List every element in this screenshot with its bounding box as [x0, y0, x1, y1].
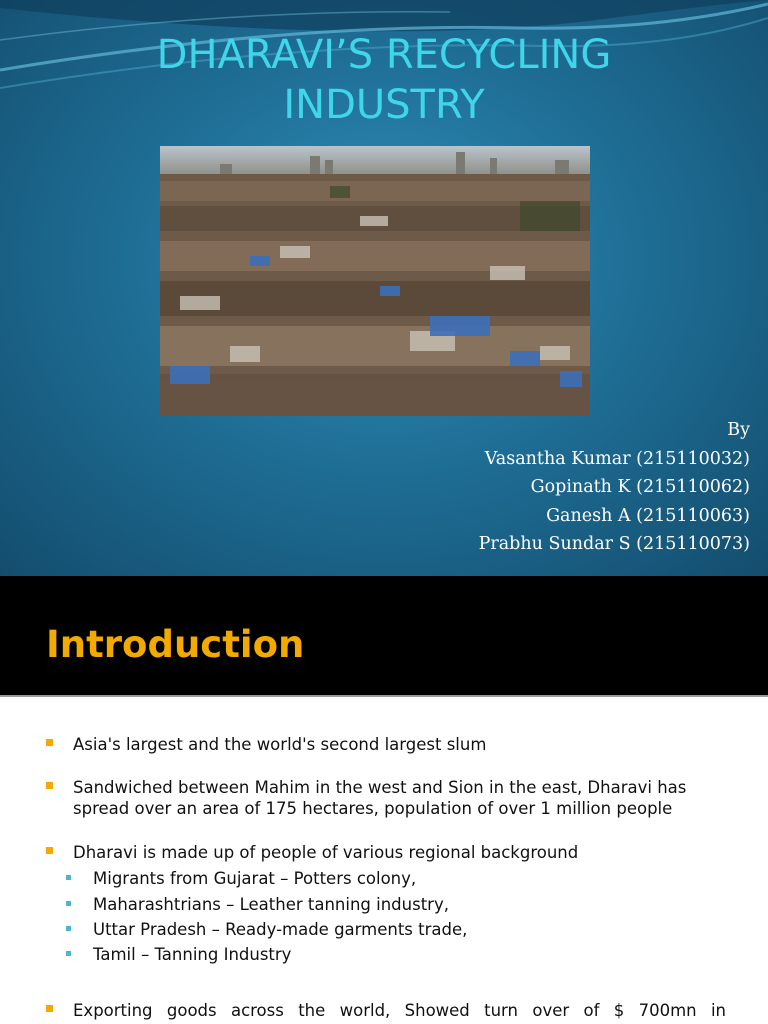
sub-bullet-icon	[66, 901, 71, 906]
bullet-item: Dharavi is made up of people of various regional background	[46, 842, 726, 863]
sub-bullet-icon	[66, 951, 71, 956]
bullet-item: Exporting goods across the world, Showed turn over of $ 700mn in	[46, 1000, 726, 1021]
slide-title	[0, 30, 768, 130]
bullet-item: Sandwiched between Mahim in the west and Sion in the east, Dharavi has spread over an area of 175 hectares, population of over 1 million people	[46, 777, 726, 819]
bullet-item: Asia's largest and the world's second largest slum	[46, 734, 726, 755]
sub-bullet-icon	[66, 875, 71, 880]
sub-bullet-item: Tamil – Tanning Industry	[66, 944, 706, 965]
square-bullet-icon	[46, 782, 53, 789]
sub-bullet-item: Migrants from Gujarat – Potters colony,	[66, 868, 706, 889]
author-3: Ganesh A (215110063)	[546, 505, 750, 526]
square-bullet-icon	[46, 847, 53, 854]
dharavi-aerial-photo	[160, 146, 590, 416]
author-list	[479, 416, 750, 559]
slide-heading: Introduction	[46, 623, 305, 666]
author-1: Vasantha Kumar (215110032)	[484, 448, 750, 469]
authors-by: By	[727, 420, 750, 440]
sub-bullet-item: Maharashtrians – Leather tanning industry,	[66, 894, 706, 915]
sub-bullet-icon	[66, 926, 71, 931]
introduction-content	[0, 697, 768, 1024]
square-bullet-icon	[46, 1005, 53, 1012]
author-4: Prabhu Sundar S (215110073)	[478, 534, 750, 554]
title-line-1: DHARAVI’S RECYCLING	[156, 32, 612, 78]
square-bullet-icon	[46, 739, 53, 746]
author-2: Gopinath K (215110062)	[530, 477, 750, 497]
introduction-header	[0, 576, 768, 695]
title-line-2: INDUSTRY	[283, 82, 485, 128]
sub-bullet-item: Uttar Pradesh – Ready-made garments trade,	[66, 919, 706, 940]
